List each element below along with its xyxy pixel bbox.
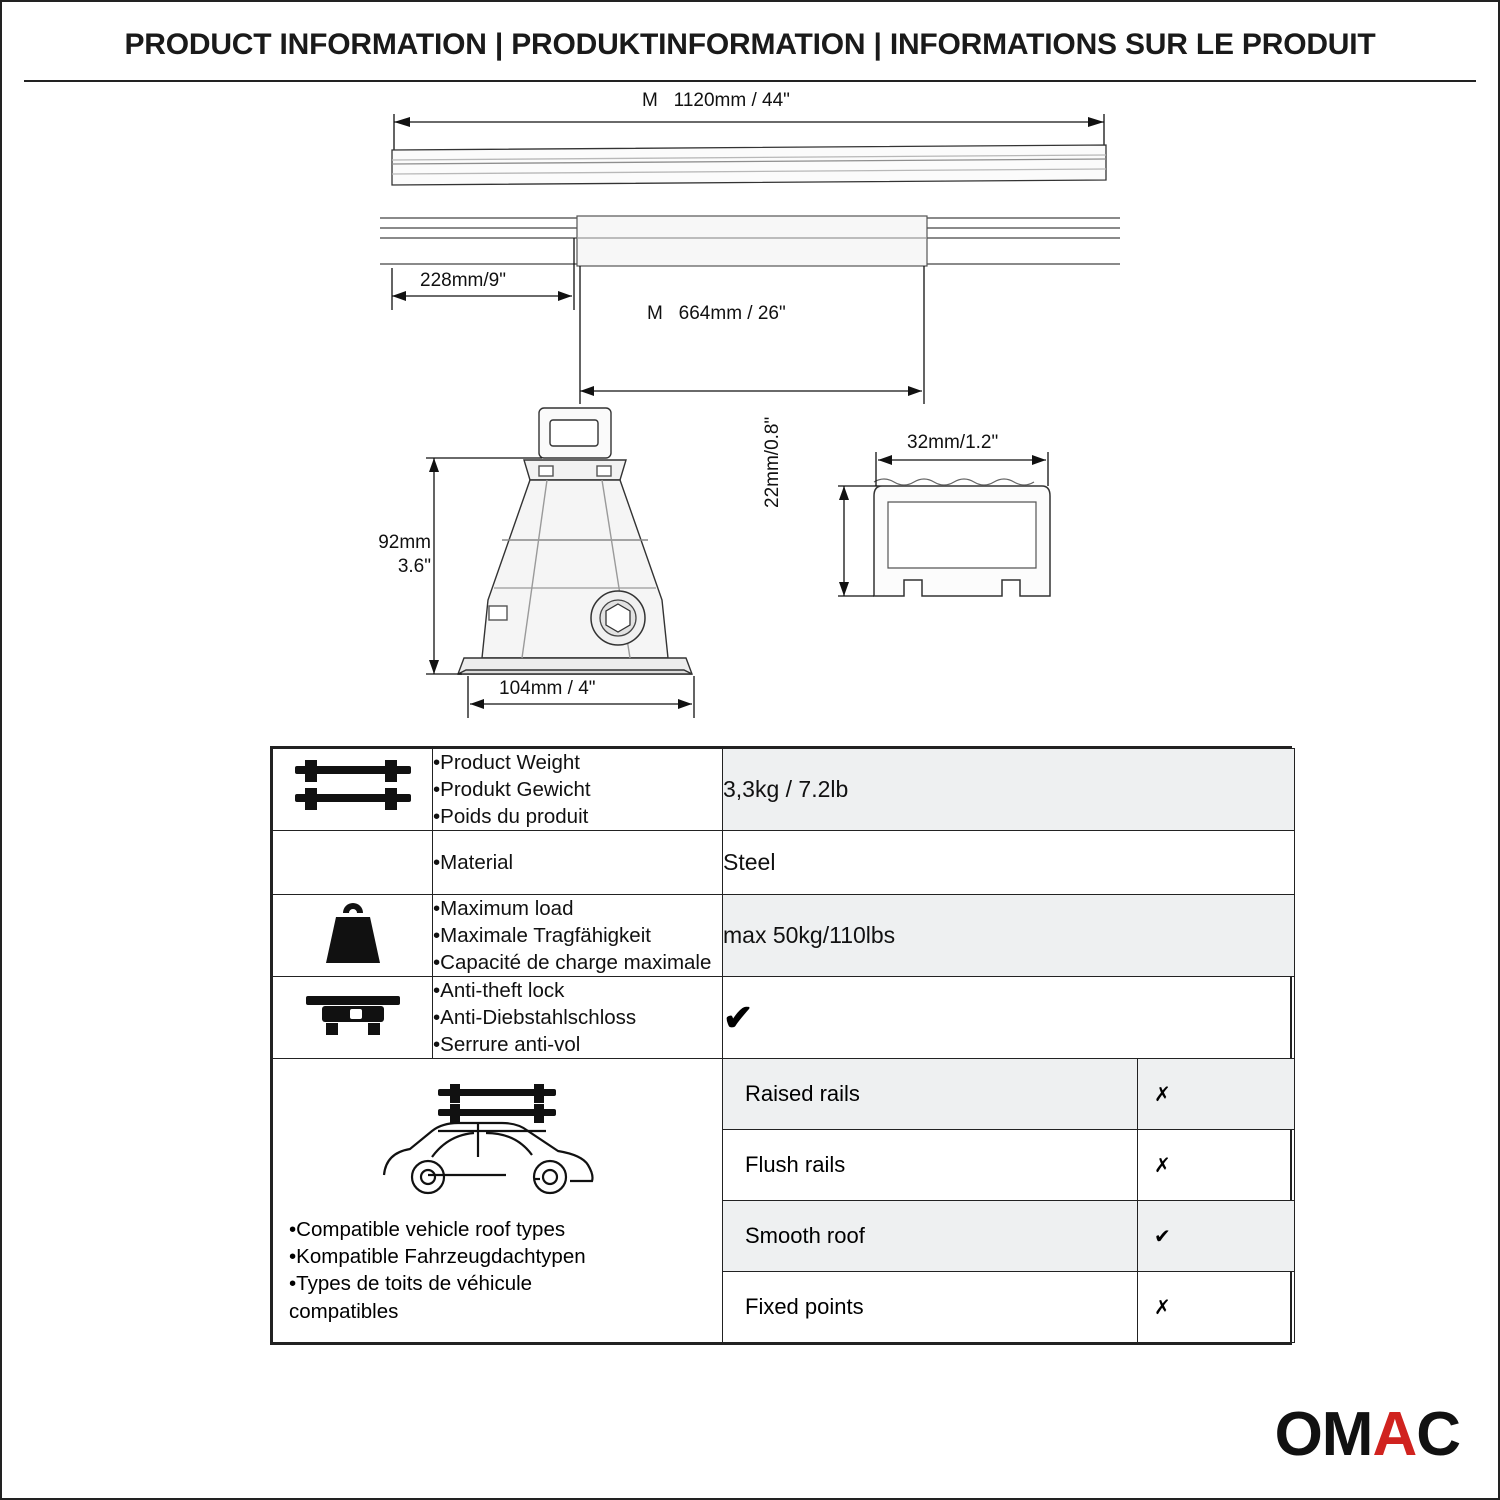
brand-logo: [1275, 1399, 1460, 1470]
compat-mark-raised-rails: ✗: [1138, 1059, 1295, 1130]
drawing-svg: [2, 88, 1500, 738]
crossbars-icon-svg: [289, 756, 417, 818]
dim-profile-width: 32mm/1.2": [907, 432, 999, 453]
compat-label-smooth-roof: Smooth roof: [723, 1201, 1138, 1272]
row-value-product-weight: 3,3kg / 7.2lb: [723, 749, 1295, 831]
dim-profile-height: 22mm/0.8": [762, 416, 783, 508]
dim-bar-length: M 1120mm / 44": [642, 90, 790, 111]
compat-row-smooth-roof: [723, 1201, 1294, 1272]
compatibility-subtable: [723, 1059, 1294, 1342]
title-divider: [24, 80, 1476, 82]
compat-label-fixed-points: Fixed points: [723, 1272, 1138, 1343]
compat-row-fixed-points: [723, 1272, 1294, 1343]
table-row: [273, 749, 1295, 831]
crossbars-icon: [273, 749, 433, 831]
table-row: [273, 977, 1295, 1059]
logo-text-om: OM: [1274, 1400, 1373, 1469]
specification-table: [270, 746, 1292, 1345]
weight-icon: [273, 895, 433, 977]
car-with-rack-icon-svg: [368, 1079, 628, 1203]
logo-text-a: A: [1372, 1400, 1417, 1469]
compatibility-labels: •Compatible vehicle roof types •Kompatible Fahrzeugdachtypen •Types de toits de véhicule compatibles: [289, 1218, 586, 1323]
row-label-product-weight: •Product Weight •Produkt Gewicht •Poids du produit: [433, 749, 723, 831]
table-row: [273, 831, 1295, 895]
compatibility-options-cell: [723, 1059, 1295, 1343]
row-label-material: •Material: [433, 831, 723, 895]
compat-row-flush-rails: [723, 1130, 1294, 1201]
row-label-anti-theft: •Anti-theft lock •Anti-Diebstahlschloss •Serrure anti-vol: [433, 977, 723, 1059]
dim-foot-height: 92mm 3.6": [378, 532, 431, 577]
compat-mark-fixed-points: ✗: [1138, 1272, 1295, 1343]
row-value-max-load: max 50kg/110lbs: [723, 895, 1295, 977]
logo-text-c: C: [1416, 1400, 1460, 1469]
page-title: PRODUCT INFORMATION | PRODUKTINFORMATION | INFORMATIONS SUR LE PRODUIT: [124, 28, 1376, 61]
lock-icon-svg: [298, 984, 408, 1046]
table-row-compatibility: [273, 1059, 1295, 1343]
material-icon-placeholder: [273, 831, 433, 895]
dim-foot-width: 104mm / 4": [499, 678, 596, 699]
row-label-max-load: •Maximum load •Maximale Tragfähigkeit •Capacité de charge maximale: [433, 895, 723, 977]
compat-label-flush-rails: Flush rails: [723, 1130, 1138, 1201]
row-value-material: Steel: [723, 831, 1295, 895]
row-value-anti-theft: ✔: [723, 977, 1295, 1059]
compat-row-raised-rails: [723, 1059, 1294, 1130]
compatibility-label-cell: [273, 1059, 723, 1343]
lock-icon: [273, 977, 433, 1059]
weight-icon-svg: [316, 895, 390, 971]
compat-mark-smooth-roof: ✔: [1138, 1201, 1295, 1272]
dim-foot-spacing: M 664mm / 26": [647, 303, 786, 324]
car-with-rack-icon: [273, 1065, 722, 1208]
technical-drawing: [2, 88, 1500, 738]
table-row: [273, 895, 1295, 977]
dim-foot-offset: 228mm/9": [420, 270, 506, 291]
compat-mark-flush-rails: ✗: [1138, 1130, 1295, 1201]
compat-label-raised-rails: Raised rails: [723, 1059, 1138, 1130]
